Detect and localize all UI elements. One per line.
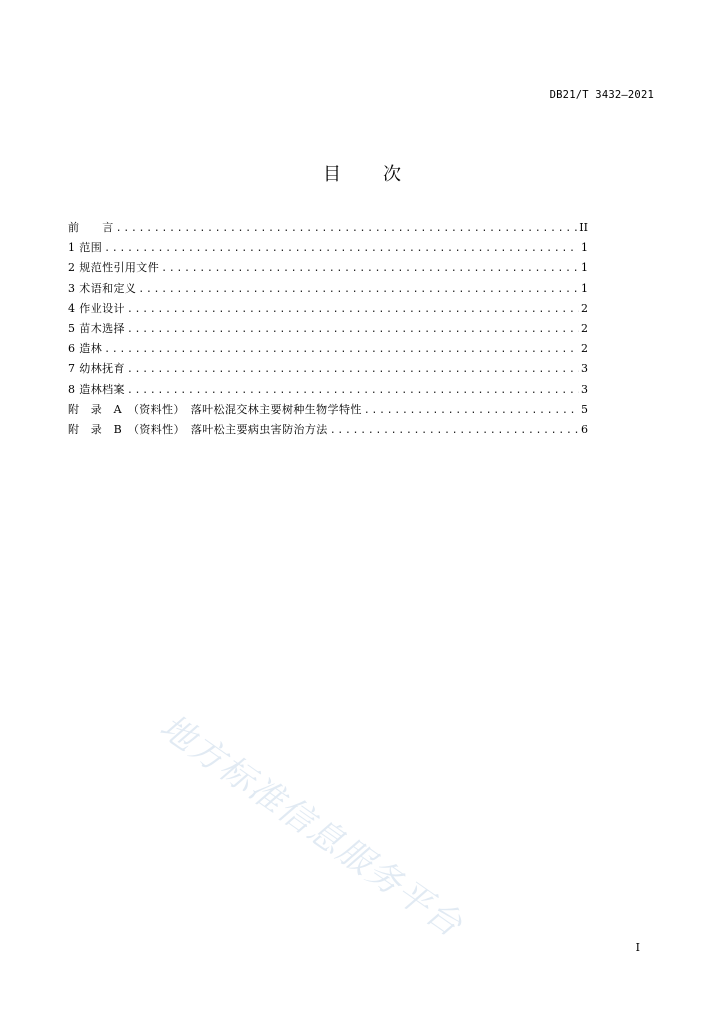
- toc-entry-page: 2: [581, 342, 588, 356]
- toc-leader-dots: [104, 239, 579, 259]
- standard-code: DB21/T 3432—2021: [549, 89, 654, 101]
- toc-leader-dots: [138, 280, 579, 300]
- toc-entry-normative-references[interactable]: [68, 258, 588, 278]
- toc-entry-page: II: [579, 221, 588, 234]
- toc-leader-dots: [127, 360, 579, 380]
- toc-entry-afforestation[interactable]: [68, 339, 588, 359]
- toc-entry-page: 1: [581, 261, 588, 275]
- page-number: I: [635, 941, 640, 954]
- toc-entry-page: 2: [581, 321, 588, 335]
- toc-title-part-1: 目: [323, 164, 341, 185]
- toc-title: [0, 160, 724, 186]
- toc-entry-operation-design[interactable]: [68, 299, 588, 319]
- toc-entry-preface[interactable]: [68, 218, 588, 238]
- toc-entry-label: 3 术语和定义: [68, 281, 137, 295]
- toc-leader-dots: [127, 300, 579, 320]
- toc-entry-label: 附 录 A （资料性） 落叶松混交林主要树种生物学特性: [68, 402, 362, 416]
- watermark-text: 地方标准信息服务平台: [152, 706, 471, 946]
- toc-leader-dots: [116, 219, 578, 239]
- toc-entry-seedling-selection[interactable]: [68, 319, 588, 339]
- toc-title-part-2: 次: [383, 164, 401, 185]
- toc-leader-dots: [127, 381, 579, 401]
- toc-entry-label: 1 范围: [68, 241, 103, 255]
- toc-leader-dots: [104, 340, 579, 360]
- toc-leader-dots: [127, 320, 579, 340]
- toc-entry-page: 1: [581, 241, 588, 255]
- toc-entry-label: 5 苗木选择: [68, 321, 125, 335]
- toc-entry-page: 3: [581, 382, 588, 396]
- toc-entry-page: 2: [581, 301, 588, 315]
- toc-entry-afforestation-records[interactable]: [68, 380, 588, 400]
- toc-entry-label: 2 规范性引用文件: [68, 261, 160, 275]
- toc-entry-label: 6 造林: [68, 342, 103, 356]
- toc-entry-label: 7 幼林抚育: [68, 362, 125, 376]
- toc-entry-page: 1: [581, 281, 588, 295]
- toc-entry-label: 前 言: [68, 221, 114, 234]
- toc-entry-appendix-b[interactable]: [68, 420, 588, 440]
- toc-entry-page: 3: [581, 362, 588, 376]
- toc-entry-page: 6: [581, 422, 588, 436]
- toc-entry-label: 4 作业设计: [68, 301, 125, 315]
- toc-list: [68, 218, 588, 440]
- toc-entry-appendix-a[interactable]: [68, 400, 588, 420]
- toc-entry-young-forest-tending[interactable]: [68, 359, 588, 379]
- toc-leader-dots: [161, 259, 579, 279]
- toc-entry-label: 8 造林档案: [68, 382, 125, 396]
- toc-entry-page: 5: [581, 402, 588, 416]
- toc-entry-scope[interactable]: [68, 238, 588, 258]
- toc-leader-dots: [330, 421, 579, 441]
- toc-entry-label: 附 录 B （资料性） 落叶松主要病虫害防治方法: [68, 422, 328, 436]
- toc-leader-dots: [364, 401, 579, 421]
- toc-entry-terms[interactable]: [68, 279, 588, 299]
